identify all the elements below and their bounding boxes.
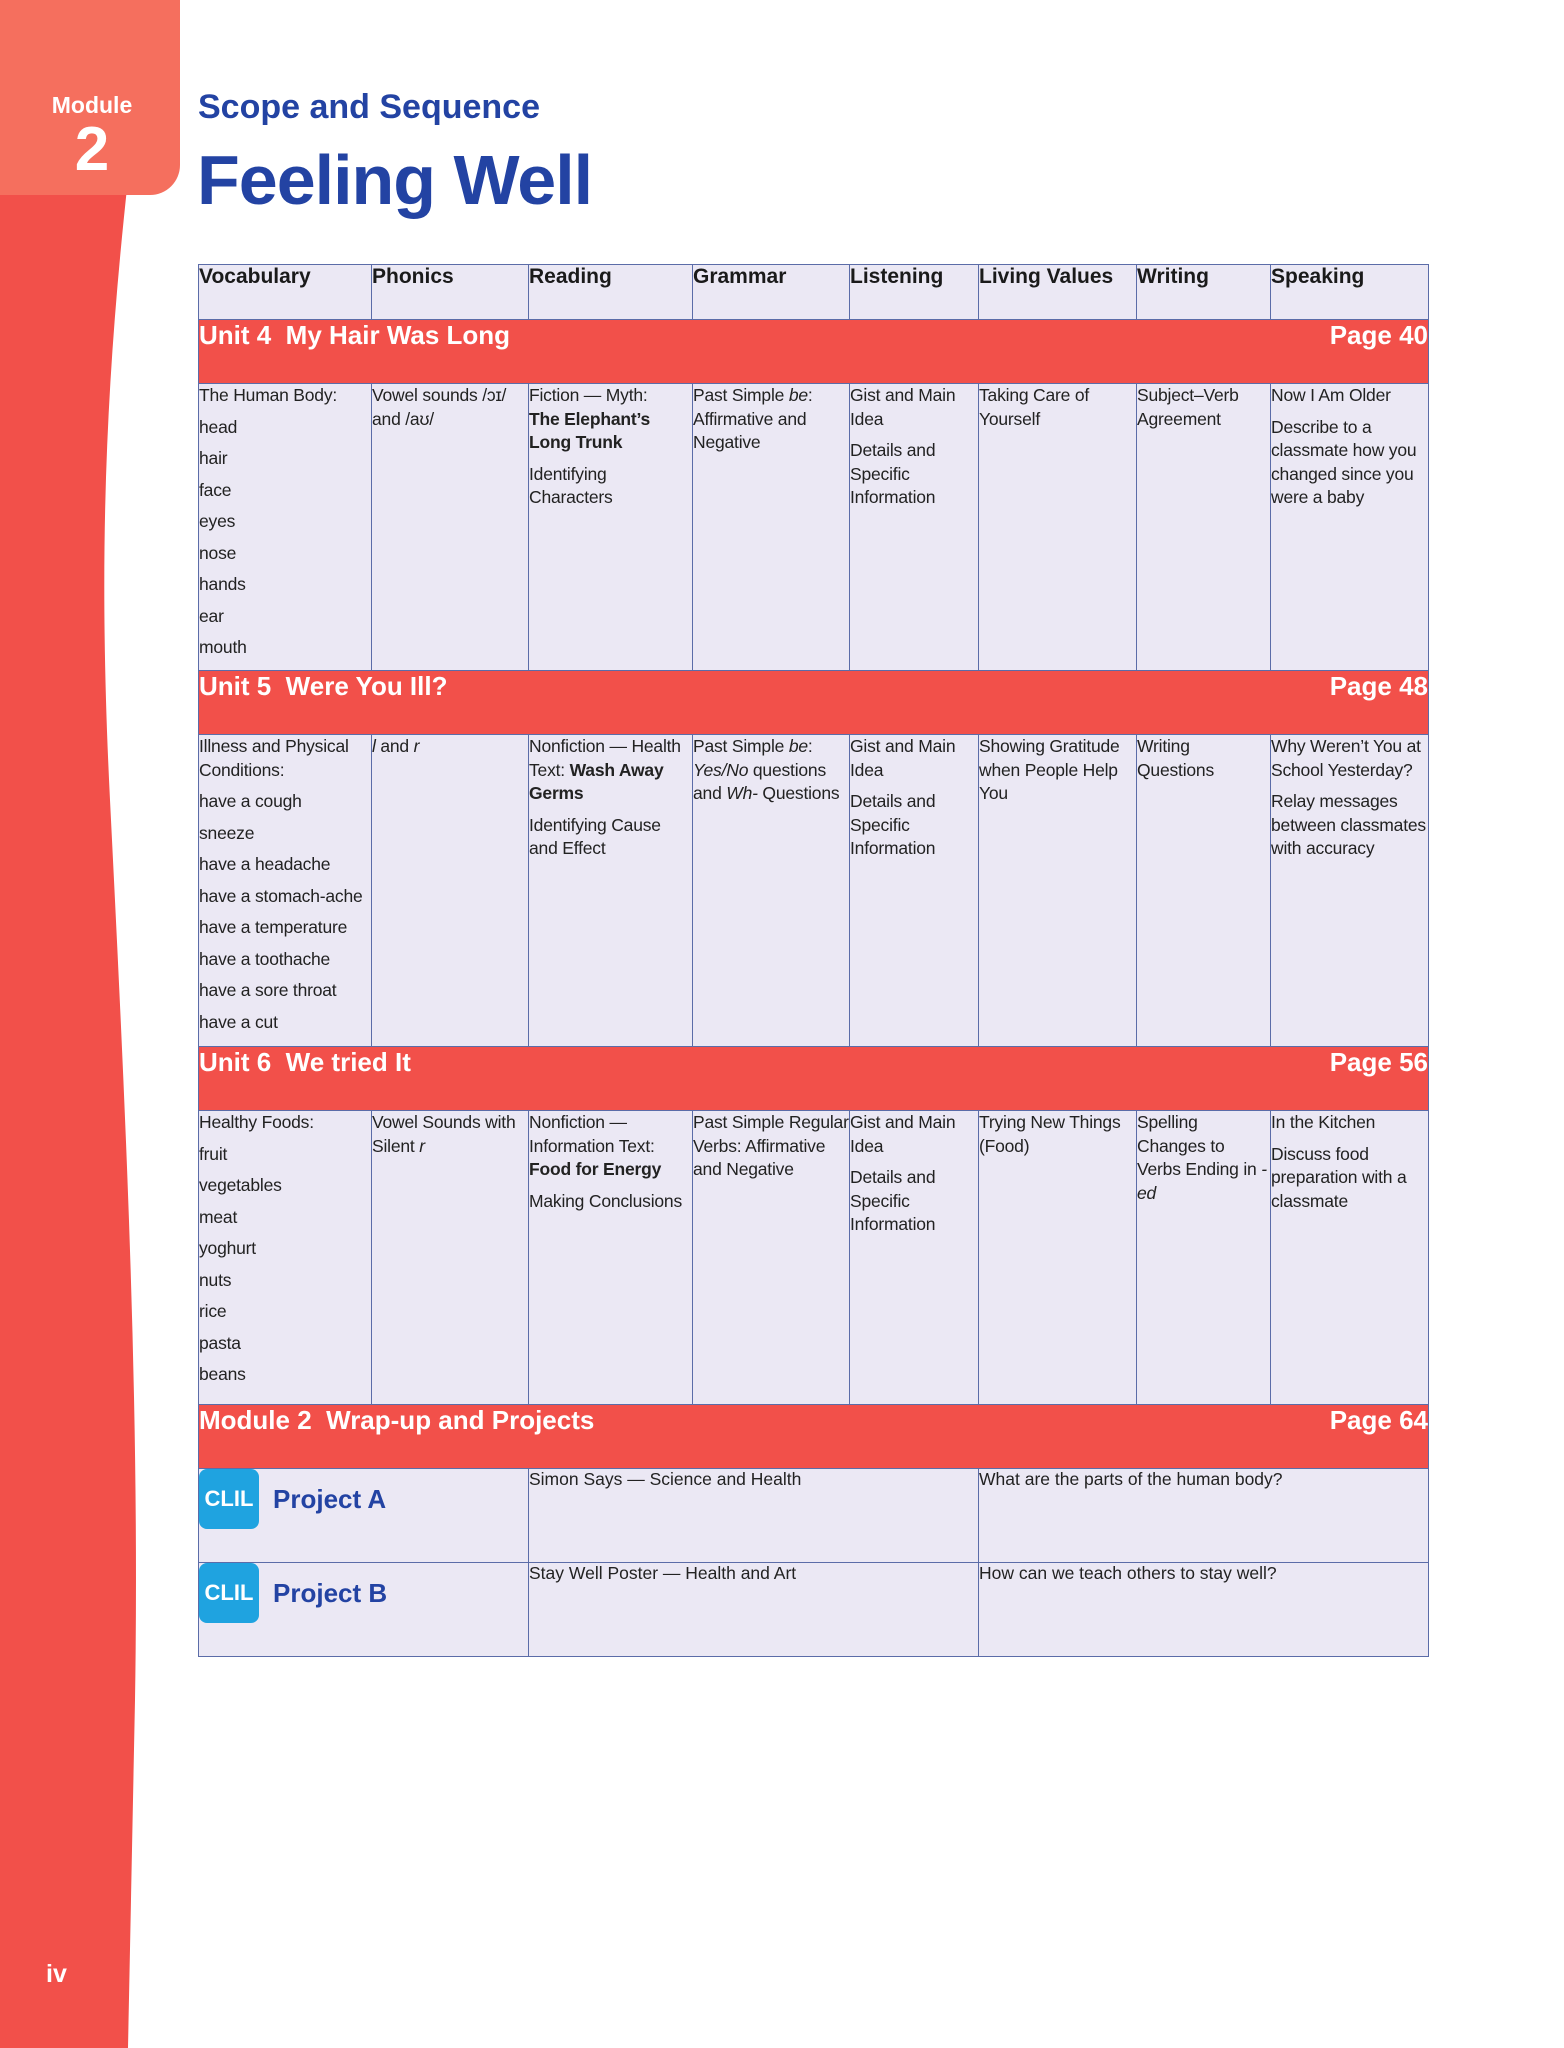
col-header-grammar: Grammar <box>693 265 850 320</box>
speaking-cell <box>1271 384 1429 671</box>
scope-sequence-table <box>198 264 1429 1657</box>
writing-cell: Writing Questions <box>1137 735 1271 1047</box>
grammar-text: : <box>807 736 813 756</box>
listening-cell <box>850 1111 979 1405</box>
phonics-line: and /aʊ/ <box>372 408 434 429</box>
vocab-item: meat <box>199 1206 238 1227</box>
vocab-item: yoghurt <box>199 1238 256 1258</box>
module-label: Module <box>51 92 133 118</box>
page-title: Feeling Well <box>197 141 593 219</box>
col-header-reading: Reading <box>529 265 693 320</box>
project-activity: Simon Says — Science and Health <box>529 1469 979 1563</box>
vocab-item: eyes <box>199 511 236 531</box>
project-title: Project A <box>273 1483 387 1514</box>
page-number: iv <box>46 1960 67 1988</box>
col-header-phonics: Phonics <box>372 265 529 320</box>
vocab-item: have a cut <box>199 1011 278 1032</box>
reading-text-title: Wash Away Germs <box>529 759 664 803</box>
grammar-italic: be <box>788 385 808 405</box>
vocab-heading: Illness and Physical Conditions: <box>199 736 349 780</box>
wrapup-title: Module 2 Wrap-up and Projects <box>199 1405 595 1435</box>
section-eyebrow: Scope and Sequence <box>198 88 540 126</box>
grammar-cell: Past Simple Regular Verbs: Affirmative and Negative <box>693 1111 850 1405</box>
reading-skill: Identifying Cause and Effect <box>529 814 661 858</box>
speaking-title: Why Weren’t You at School Yesterday? <box>1271 736 1421 780</box>
unit-5-bar <box>199 671 1429 735</box>
listening-cell <box>850 384 979 671</box>
module-number: 2 <box>74 115 110 184</box>
unit-page: Page 56 <box>1329 1047 1428 1077</box>
writing-text: Spelling Changes to Verbs Ending in <box>1137 1112 1262 1179</box>
grammar-italic: Wh- <box>726 783 758 803</box>
vocab-item: fruit <box>199 1143 228 1164</box>
project-name-cell <box>199 1469 529 1563</box>
vocab-item: hands <box>199 574 246 594</box>
living-values-cell: Taking Care of Yourself <box>979 384 1137 671</box>
speaking-desc: Describe to a classmate how you changed since you were a baby <box>1271 416 1417 507</box>
speaking-desc: Discuss food preparation with a classmate <box>1271 1143 1407 1211</box>
unit-title: Unit 4 My Hair Was Long <box>199 320 511 350</box>
grammar-text: questions and <box>693 759 827 803</box>
grammar-italic: be <box>788 736 808 756</box>
vocab-item: rice <box>199 1301 227 1321</box>
vocab-item: beans <box>199 1364 246 1384</box>
unit-title: Unit 5 Were You Ill? <box>199 671 448 701</box>
col-header-listening: Listening <box>850 265 979 320</box>
reading-text-title: The Elephant’s Long Trunk <box>529 408 651 452</box>
phonics-text: and <box>375 736 414 756</box>
phonics-letter: r <box>419 1135 425 1156</box>
listening-line: Details and Specific Information <box>850 440 936 507</box>
vocab-item: nose <box>199 542 237 563</box>
project-question: How can we teach others to stay well? <box>979 1563 1429 1657</box>
reading-genre: Nonfiction — Information Text: <box>529 1112 655 1156</box>
grammar-cell <box>693 735 850 1047</box>
vocab-item: mouth <box>199 637 247 657</box>
wrapup-bar <box>199 1405 1429 1469</box>
col-header-speaking: Speaking <box>1271 265 1429 320</box>
living-values-cell: Showing Gratitude when People Help You <box>979 735 1137 1047</box>
vocab-item: sneeze <box>199 822 255 843</box>
unit-5-row <box>199 735 1429 1047</box>
phonics-letter: l <box>372 736 376 756</box>
grammar-text: Questions <box>757 783 840 803</box>
vocab-heading: The Human Body: <box>199 385 338 405</box>
unit-4-bar <box>199 320 1429 384</box>
column-header-row <box>199 265 1429 320</box>
clil-badge-icon: CLIL <box>199 1469 259 1529</box>
unit-6-row <box>199 1111 1429 1405</box>
unit-page: Page 48 <box>1329 671 1428 701</box>
grammar-cell <box>693 384 850 671</box>
grammar-text: Past Simple <box>693 385 789 405</box>
living-values-cell: Trying New Things (Food) <box>979 1111 1137 1405</box>
listening-line: Details and Specific Information <box>850 1167 936 1234</box>
writing-cell: Subject–Verb Agreement <box>1137 384 1271 671</box>
vocabulary-cell <box>199 1111 372 1405</box>
module-tab <box>0 0 180 195</box>
speaking-title: Now I Am Older <box>1271 385 1391 405</box>
wrapup-page: Page 64 <box>1329 1405 1428 1435</box>
project-name-cell <box>199 1563 529 1657</box>
listening-line: Details and Specific Information <box>850 791 936 858</box>
listening-line: Gist and Main Idea <box>850 1112 956 1156</box>
phonics-line: Vowel sounds /ɔɪ/ <box>372 385 507 405</box>
grammar-text: : Affirmative and Negative <box>693 385 813 452</box>
unit-title: Unit 6 We tried It <box>199 1047 411 1077</box>
reading-genre: Fiction — Myth: <box>529 385 648 405</box>
col-header-living-values: Living Values <box>979 265 1137 320</box>
col-header-vocabulary: Vocabulary <box>199 265 372 320</box>
speaking-cell <box>1271 1111 1429 1405</box>
grammar-italic: Yes/No <box>693 759 749 780</box>
clil-badge-icon: CLIL <box>199 1563 259 1623</box>
unit-4-row <box>199 384 1429 671</box>
reading-skill: Making Conclusions <box>529 1190 683 1211</box>
vocab-item: have a sore throat <box>199 980 337 1000</box>
phonics-cell <box>372 735 529 1047</box>
vocab-item: have a temperature <box>199 917 348 937</box>
phonics-text: Vowel Sounds with Silent <box>372 1112 516 1156</box>
phonics-cell <box>372 384 529 671</box>
listening-cell <box>850 735 979 1047</box>
reading-skill: Identifying Characters <box>529 463 613 507</box>
grammar-text: Past Simple <box>693 736 789 756</box>
vocabulary-cell <box>199 384 372 671</box>
phonics-cell <box>372 1111 529 1405</box>
listening-line: Gist and Main Idea <box>850 736 956 780</box>
vocabulary-cell <box>199 735 372 1047</box>
vocab-heading: Healthy Foods: <box>199 1112 314 1132</box>
vocab-item: have a toothache <box>199 948 331 969</box>
listening-line: Gist and Main Idea <box>850 385 956 429</box>
project-row <box>199 1563 1429 1657</box>
reading-cell <box>529 735 693 1047</box>
writing-cell <box>1137 1111 1271 1405</box>
project-row <box>199 1469 1429 1563</box>
project-activity: Stay Well Poster — Health and Art <box>529 1563 979 1657</box>
vocab-item: have a cough <box>199 791 302 811</box>
unit-page: Page 40 <box>1329 320 1428 350</box>
reading-text-title: Food for Energy <box>529 1159 662 1179</box>
vocab-item: vegetables <box>199 1175 282 1195</box>
project-question: What are the parts of the human body? <box>979 1469 1429 1563</box>
phonics-letter: r <box>413 736 420 756</box>
reading-genre: Nonfiction — Health Text: <box>529 736 681 780</box>
vocab-item: head <box>199 416 238 437</box>
unit-6-bar <box>199 1047 1429 1111</box>
vocab-item: nuts <box>199 1269 232 1290</box>
speaking-cell <box>1271 735 1429 1047</box>
reading-cell <box>529 1111 693 1405</box>
vocab-item: have a headache <box>199 854 331 874</box>
col-header-writing: Writing <box>1137 265 1271 320</box>
vocab-item: ear <box>199 605 224 626</box>
vocab-item: face <box>199 479 232 500</box>
speaking-title: In the Kitchen <box>1271 1112 1376 1132</box>
side-wave-decoration <box>0 0 200 2048</box>
vocab-item: have a stomach-ache <box>199 885 363 906</box>
vocab-item: pasta <box>199 1332 241 1353</box>
project-title: Project B <box>273 1577 388 1608</box>
writing-italic: -ed <box>1137 1159 1267 1203</box>
speaking-desc: Relay messages between classmates with accuracy <box>1271 791 1426 858</box>
vocab-item: hair <box>199 448 228 468</box>
reading-cell <box>529 384 693 671</box>
